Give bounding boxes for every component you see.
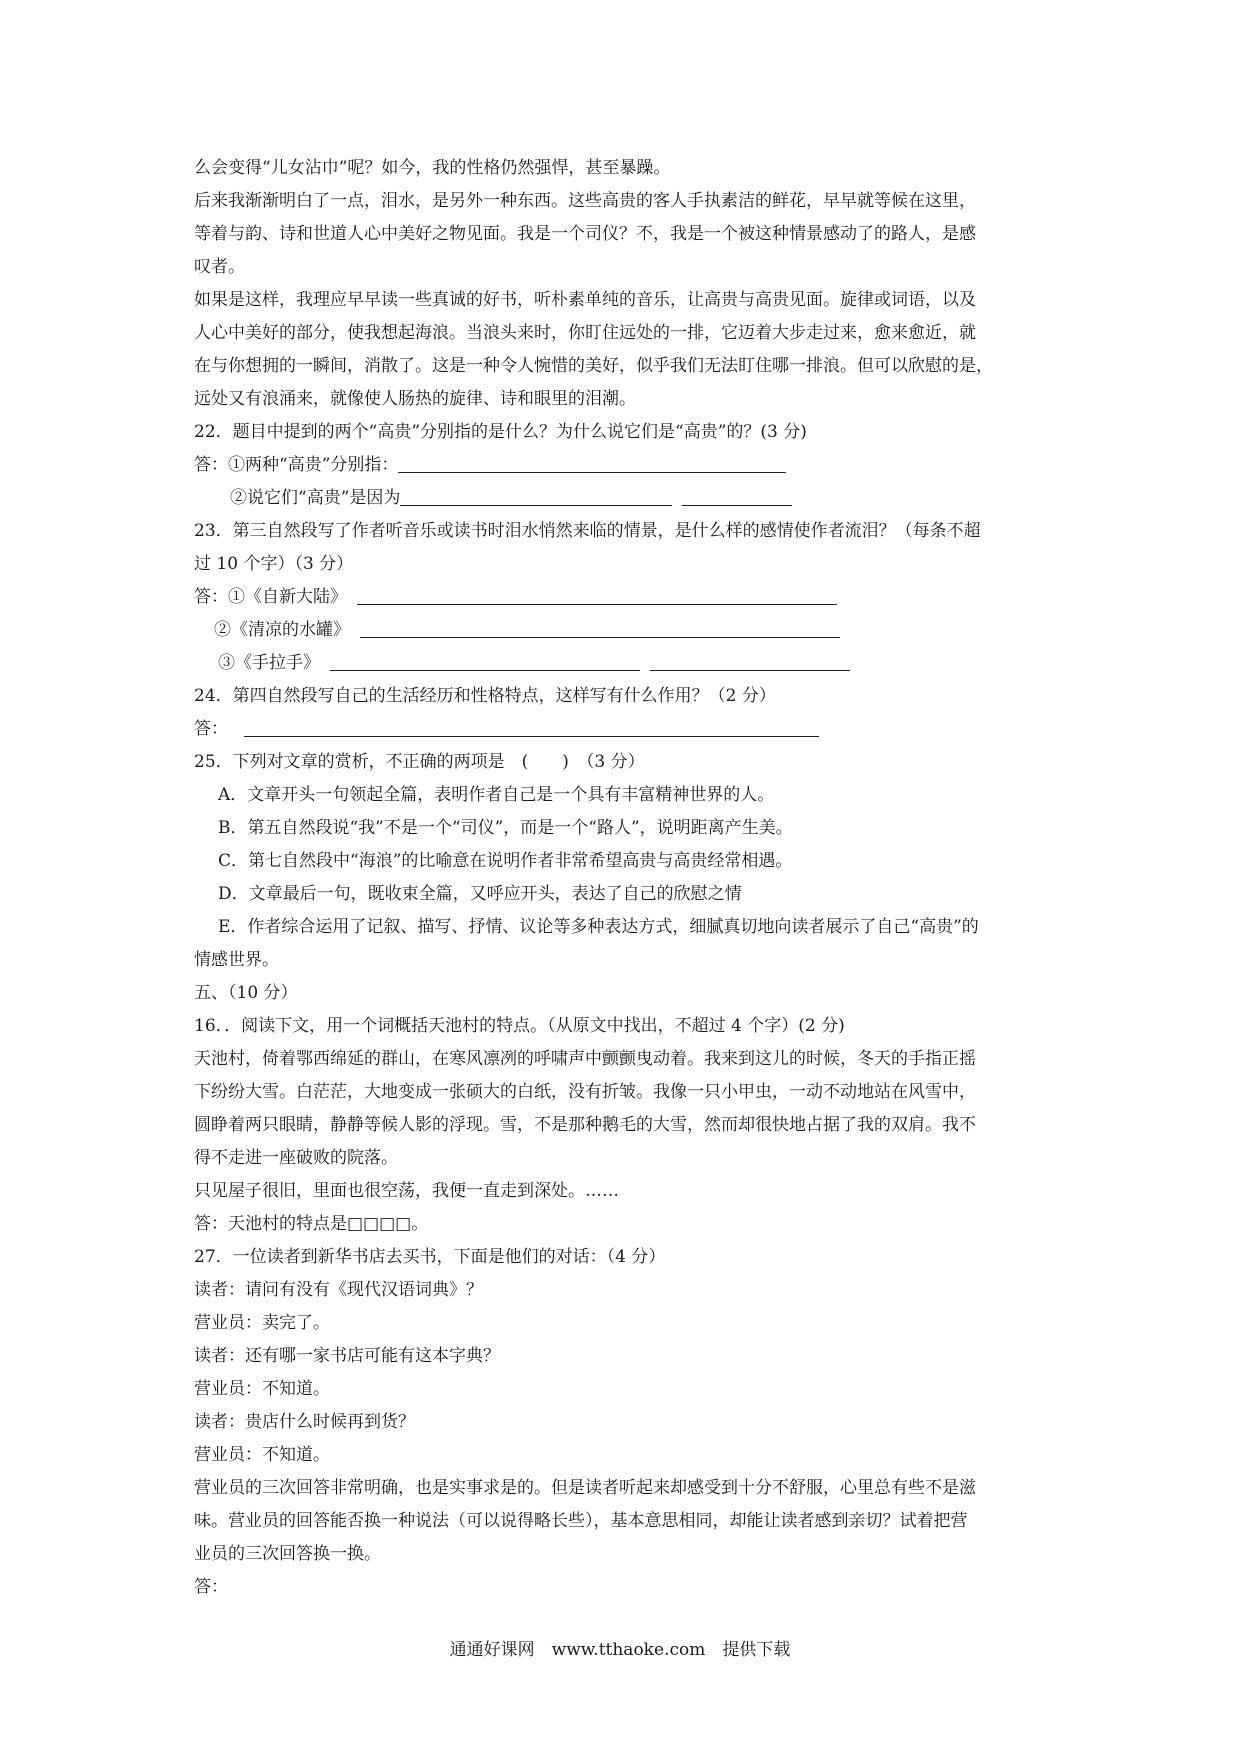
answer-label: ②《清凉的水罐》 [214, 620, 350, 640]
dialogue-line: 营业员：卖完了。 [194, 1313, 330, 1333]
answer-blank[interactable] [400, 485, 672, 506]
answer-blank[interactable] [360, 617, 840, 638]
answer-23-3 [194, 647, 1064, 680]
question-27: 27．一位读者到新华书店去买书，下面是他们的对话：（4 分） [194, 1247, 666, 1267]
dialogue-line: 读者：请问有没有《现代汉语词典》？ [194, 1280, 483, 1300]
text-line: 人心中美好的部分，使我想起海浪。当浪头来时，你盯住远处的一排，它迈着大步走过来，愈来愈近，就 [194, 323, 976, 343]
answer-23-2 [194, 614, 1064, 647]
question-16: 16．．阅读下文，用一个词概括天池村的特点。（从原文中找出，不超过 4 个字）(2 分) [194, 1016, 845, 1036]
answer-22-1 [194, 449, 1064, 482]
answer-label: 答： [194, 719, 228, 739]
answer-blank[interactable] [244, 716, 819, 737]
text-line: 么会变得“儿女沾巾”呢？如今，我的性格仍然强悍，甚至暴躁。 [194, 158, 671, 178]
answer-16: 答：天池村的特点是□□□□。 [194, 1214, 429, 1234]
passage-line: 只见屋子很旧，里面也很空荡，我便一直走到深处。…… [194, 1181, 619, 1201]
question-23: 23．第三自然段写了作者听音乐或读书时泪水悄然来临的情景，是什么样的感情使作者流泪？（每条不超 [194, 521, 981, 541]
answer-label: ③《手拉手》 [218, 653, 320, 673]
question-22: 22．题目中提到的两个“高贵”分别指的是什么？为什么说它们是“高贵”的？(3 分) [194, 422, 807, 442]
passage-line: 圆睁着两只眼睛，静静等候人影的浮现。雪，不是那种鹅毛的大雪，然而却很快地占据了我的双肩。我不 [194, 1115, 976, 1135]
answer-blank[interactable] [330, 650, 640, 671]
question-24: 24．第四自然段写自己的生活经历和性格特点，这样写有什么作用？（2 分） [194, 686, 776, 706]
answer-label: 答：①两种“高贵”分别指： [194, 455, 399, 475]
option-a: A．文章开头一句领起全篇，表明作者自己是一个具有丰富精神世界的人。 [218, 785, 775, 805]
passage-line: 得不走进一座破败的院落。 [194, 1148, 398, 1168]
question-25: 25．下列对文章的赏析，不正确的两项是 ( ) （3 分） [194, 752, 645, 772]
dialogue-line: 营业员：不知道。 [194, 1445, 330, 1465]
option-b: B．第五自然段说“我”不是一个“司仪”，而是一个“路人”，说明距离产生美。 [218, 818, 793, 838]
text-line: 远处又有浪涌来，就像使人肠热的旋律、诗和眼里的泪潮。 [194, 389, 636, 409]
answer-blank[interactable] [650, 650, 850, 671]
text-line: 营业员的三次回答非常明确，也是实事求是的。但是读者听起来却感受到十分不舒服，心里总有些不是滋 [194, 1478, 976, 1498]
text-line: 如果是这样，我理应早早读一些真诚的好书，听朴素单纯的音乐，让高贵与高贵见面。旋律或词语，以及 [194, 290, 976, 310]
dialogue-line: 读者：贵店什么时候再到货？ [194, 1412, 415, 1432]
answer-blank[interactable] [357, 584, 837, 605]
passage-line: 天池村，倚着鄂西绵延的群山，在寒风凛冽的呼啸声中颤颤曳动着。我来到这儿的时候，冬天的手指正摇 [194, 1049, 976, 1069]
text-line: 后来我渐渐明白了一点，泪水，是另外一种东西。这些高贵的客人手执素洁的鲜花，早早就等候在这里， [194, 191, 976, 211]
answer-blank[interactable] [682, 485, 792, 506]
answer-blank[interactable] [398, 452, 786, 473]
option-e: E．作者综合运用了记叙、描写、抒情、议论等多种表达方式，细腻真切地向读者展示了自己“高贵”的 [218, 917, 979, 937]
passage-line: 下纷纷大雪。白茫茫，大地变成一张硕大的白纸，没有折皱。我像一只小甲虫，一动不动地站在风雪中， [194, 1082, 976, 1102]
answer-24 [194, 713, 1064, 746]
text-line: 等着与韵、诗和世道人心中美好之物见面。我是一个司仪？不，我是一个被这种情景感动了的路人，是感 [194, 224, 976, 244]
question-23-cont: 过 10 个字）（3 分） [194, 554, 354, 574]
answer-27: 答： [194, 1577, 228, 1597]
text-line: 在与你想拥的一瞬间，消散了。这是一种令人惋惜的美好，似乎我们无法盯住哪一排浪。但可以欣慰的是， [194, 356, 993, 376]
dialogue-line: 读者：还有哪一家书店可能有这本字典？ [194, 1346, 500, 1366]
answer-label: ②说它们“高贵”是因为 [230, 488, 401, 508]
document-body [194, 152, 1064, 1604]
answer-23-1 [194, 581, 1064, 614]
option-d: D．文章最后一句，既收束全篇，又呼应开头，表达了自己的欣慰之情 [218, 884, 742, 904]
text-line: 业员的三次回答换一换。 [194, 1544, 381, 1564]
section-heading: 五、（10 分） [194, 983, 298, 1003]
text-line: 叹者。 [194, 257, 245, 277]
option-c: C．第七自然段中“海浪”的比喻意在说明作者非常希望高贵与高贵经常相遇。 [218, 851, 793, 871]
answer-label: 答：①《自新大陆》 [194, 587, 347, 607]
page-footer: 通通好课网 www.tthaoke.com 提供下载 [449, 1640, 791, 1660]
dialogue-line: 营业员：不知道。 [194, 1379, 330, 1399]
text-line: 味。营业员的回答能否换一种说法（可以说得略长些），基本意思相同，却能让读者感到亲切？试着把营 [194, 1511, 968, 1531]
option-e-cont: 情感世界。 [194, 950, 279, 970]
answer-22-2 [194, 482, 1064, 515]
